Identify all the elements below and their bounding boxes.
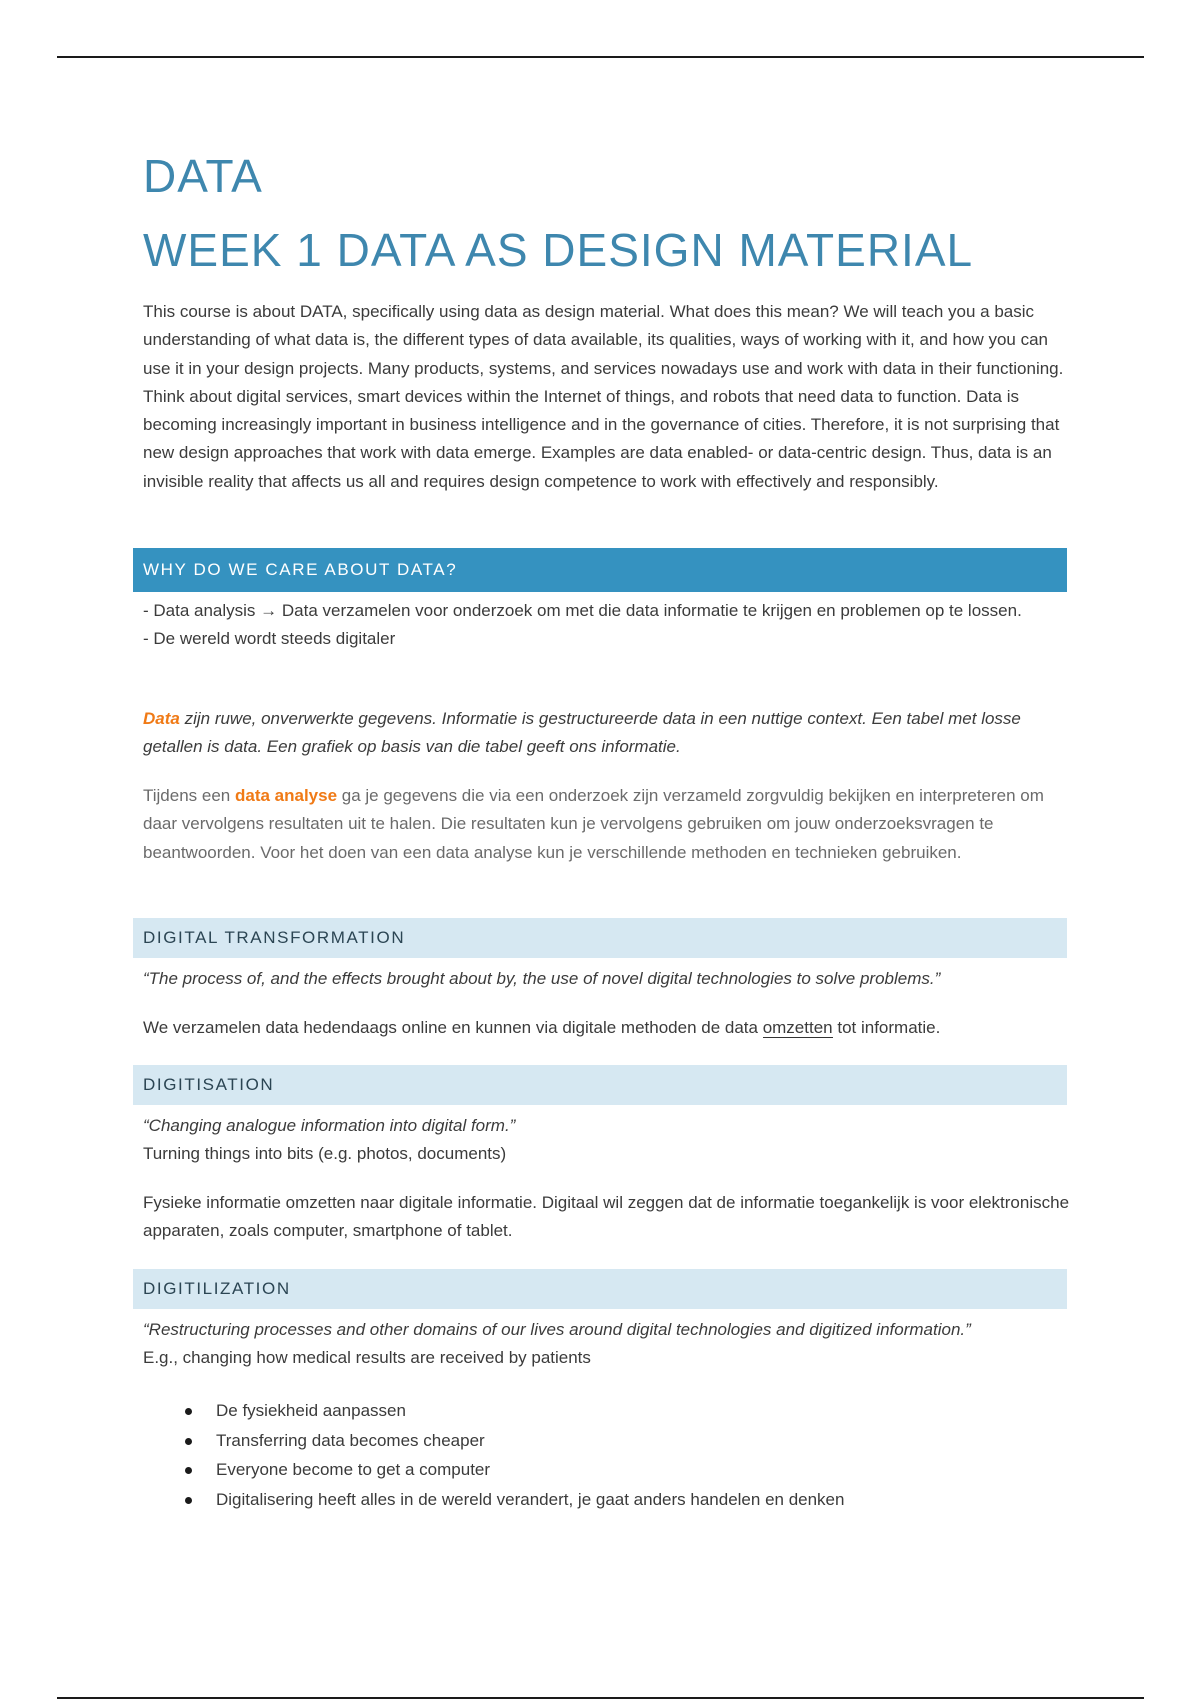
section-heading-digital-transformation (133, 918, 1067, 958)
digitilization-line: E.g., changing how medical results are received by patients (143, 1348, 591, 1368)
bullet-line-1a: - Data analysis (143, 601, 261, 620)
digital-transformation-quote: “The process of, and the effects brought about by, the use of novel digital technologies to solve problems.” (143, 969, 941, 988)
list-item (143, 1455, 844, 1485)
data-analysis-paragraph (143, 782, 1073, 867)
list-item (143, 1485, 844, 1515)
section-heading-label: WHY DO WE CARE ABOUT DATA? (143, 560, 458, 579)
section-heading-digitisation (133, 1065, 1067, 1105)
section-heading-digitilization (133, 1269, 1067, 1309)
bullet-line-1b: Data verzamelen voor onderzoek om met die data informatie te krijgen en problemen op te lossen. (277, 601, 1022, 620)
digitilization-quote-block (143, 1316, 1073, 1373)
bullet-dot-icon (185, 1438, 192, 1445)
document-subtitle: WEEK 1 DATA AS DESIGN MATERIAL (143, 224, 974, 276)
section-heading-label: DIGITILIZATION (143, 1279, 291, 1298)
section-heading-why-data (133, 548, 1067, 592)
document-title: DATA (143, 150, 263, 202)
dt-text-b: tot informatie. (832, 1018, 941, 1037)
list-item (143, 1426, 844, 1456)
data-term: Data (143, 709, 180, 728)
digital-transformation-text (143, 1014, 1073, 1042)
footer-rule (57, 1697, 1144, 1699)
header-rule (57, 56, 1144, 58)
list-item (143, 1396, 844, 1426)
digitisation-line: Turning things into bits (e.g. photos, documents) (143, 1144, 507, 1164)
data-definition (143, 705, 1073, 762)
dt-text-a: We verzamelen data hedendaags online en kunnen via digitale methoden de data (143, 1018, 763, 1037)
digitisation-quote-block (143, 1112, 1073, 1169)
analysis-text-b: ga je gegevens die via een onderzoek zijn verzameld zorgvuldig bekijken en interpreteren om daar vervolgens resultaten uit te halen. Die resultaten kun je vervolgens gebruiken om jouw onderzoeksvragen te beantwoorden. Voor het doen van een data analyse kun je verschillende methoden en technieken gebruiken. (143, 786, 1044, 862)
bullet-dot-icon (185, 1497, 192, 1504)
underlined-word: omzetten (762, 1018, 833, 1037)
data-definition-text: zijn ruwe, onverwerkte gegevens. Informatie is gestructureerde data in een nuttige context. Een tabel met losse getallen is data. Een grafiek op basis van die tabel geeft ons informatie. (143, 709, 1021, 757)
analysis-term: data analyse (234, 786, 338, 805)
list-item-text: De fysiekheid aanpassen (216, 1401, 406, 1420)
list-item-text: Transferring data becomes cheaper (216, 1430, 485, 1450)
intro-paragraph: This course is about DATA, specifically using data as design material. What does this mean? We will teach you a basic understanding of what data is, the different types of data available, its qualities, ways of working with it, and how you can use it in your design projects. Many products, systems, and services nowadays use and work with data in their functioning. Think about digital services, smart devices within the Internet of things, and robots that need data to function. Data is becoming increasingly important in business intelligence and in the governance of cities. Therefore, it is not surprising that new design approaches that work with data emerge. Examples are data enabled- or data-centric design. Thus, data is an invisible reality that affects us all and requires design competence to work with effectively and responsibly. (143, 302, 1064, 491)
list-item-text: Everyone become to get a computer (216, 1460, 491, 1479)
bullet-dot-icon (185, 1467, 192, 1474)
bullet-line-2: - De wereld wordt steeds digitaler (143, 629, 396, 649)
analysis-text-a: Tijdens een (143, 786, 235, 805)
section-heading-label: DIGITISATION (143, 1075, 275, 1094)
arrow-icon: → (260, 601, 278, 620)
data-analysis-bullets (143, 597, 1073, 654)
digitisation-text: Fysieke informatie omzetten naar digitale informatie. Digitaal wil zeggen dat de informatie toegankelijk is voor elektronische apparaten, zoals computer, smartphone of tablet. (143, 1193, 1070, 1241)
bullet-dot-icon (185, 1408, 192, 1415)
digitisation-quote: “Changing analogue information into digital form.” (143, 1116, 516, 1135)
section-heading-label: DIGITAL TRANSFORMATION (143, 928, 406, 947)
digitilization-quote: “Restructuring processes and other domains of our lives around digital technologies and digitized information.” (143, 1320, 971, 1339)
digitilization-bullet-list (143, 1396, 844, 1514)
list-item-text: Digitalisering heeft alles in de wereld verandert, je gaat anders handelen en denken (216, 1489, 845, 1509)
